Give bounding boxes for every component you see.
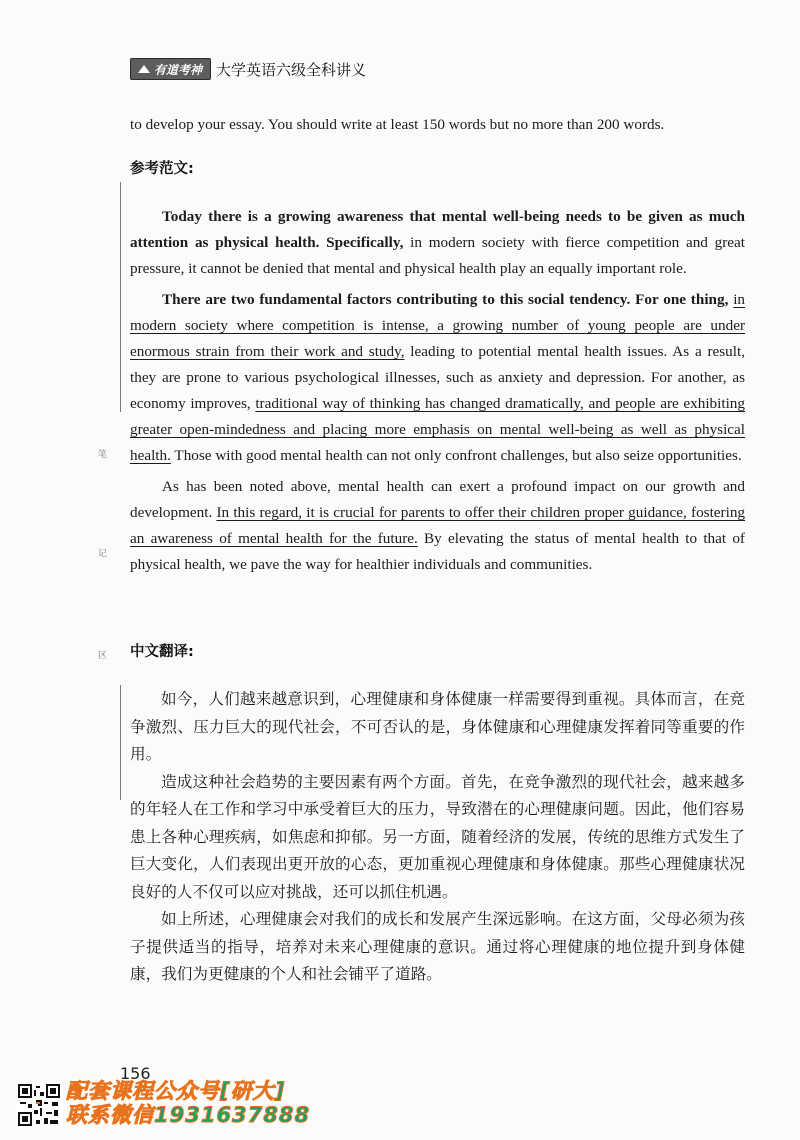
intro-line: to develop your essay. You should write at least 150 words but no more than 200 words.: [130, 116, 665, 133]
essay-p3-start: As has been noted above, mental health can exert a profound impact on our growth and development.: [130, 478, 745, 521]
promo-line-1: 配套课程公众号[研大]: [66, 1079, 286, 1103]
essay-p1-rest: in modern society with fierce competition and great pressure, it cannot be denied that mental and physical health play an equally important role.: [130, 234, 745, 277]
essay-paragraph-1: [130, 204, 745, 282]
side-mark-record: 记: [98, 549, 108, 559]
essay-p3-end: By elevating the status of mental health to that of physical health, we pave the way for healthier individuals and communities.: [130, 530, 745, 573]
essay-p2-end: Those with good mental health can not only confront challenges, but also seize opportunities.: [170, 447, 742, 464]
page-header: [130, 56, 366, 82]
essay-p2-middle: leading to potential mental health issues. As a result, they are prone to various psychological illnesses, such as anxiety and depression. For another, as economy improves,: [130, 343, 745, 412]
page-number: 156: [120, 1064, 151, 1083]
translation-paragraph-2: 造成这种社会趋势的主要因素有两个方面。首先，在竞争激烈的现代社会，越来越多的年轻人在工作和学习中承受着巨大的压力，导致潜在的心理健康问题。因此，他们容易患上各种心理疾病，如焦虑和抑郁。另一方面，随着经济的发展，传统的思维方式发生了巨大变化，人们表现出更开放的心态，更加重视心理健康和身体健康。那些心理健康状况良好的人不仅可以应对挑战，还可以抓住机遇。: [130, 772, 745, 901]
model-essay: [130, 204, 745, 578]
margin-line-bottom: [120, 685, 121, 800]
logo-mark-icon: [137, 63, 151, 75]
essay-p3-underline: In this regard, it is crucial for parents to offer their children proper guidance, fostering an awareness of mental health for the future.: [130, 504, 746, 547]
side-mark-note: 笔: [98, 450, 108, 460]
essay-p2-underline-1: in modern society where competition is intense, a growing number of young people are under enormous strain from their work and study,: [130, 291, 746, 360]
brand-logo: [130, 58, 211, 80]
translation-title: 中文翻译:: [130, 644, 194, 660]
essay-paragraph-3: [130, 474, 745, 578]
margin-line-top: [120, 182, 121, 412]
translation-paragraph-1: 如今，人们越来越意识到，心理健康和身体健康一样需要得到重视。具体而言，在竞争激烈、压力巨大的现代社会，不可否认的是，身体健康和心理健康发挥着同等重要的作用。: [130, 690, 745, 763]
translation-paragraph-3: 如上所述，心理健康会对我们的成长和发展产生深远影响。在这方面，父母必须为孩子提供适当的指导，培养对未来心理健康的意识。通过将心理健康的地位提升到身体健康，我们为更健康的个人和社会铺平了道路。: [130, 910, 745, 983]
essay-p1-bold: Today there is a growing awareness that mental well-being needs to be given as much attention as physical health. Specifically,: [130, 208, 745, 251]
essay-p2-bold: There are two fundamental factors contributing to this social tendency. For one thing,: [162, 291, 729, 308]
intro-text: [130, 112, 745, 138]
logo-text: 有道考神: [154, 62, 203, 77]
promo-banner: [66, 1079, 310, 1127]
book-title: 大学英语六级全科讲义: [216, 60, 367, 79]
promo-line-2: 联系微信1931637888: [66, 1103, 311, 1127]
translation-body: [130, 686, 745, 989]
side-mark-area: 区: [98, 651, 108, 661]
essay-p2-underline-2: traditional way of thinking has changed dramatically, and people are exhibiting greater open-mindedness and placing more emphasis on mental well-being as well as physical health.: [130, 395, 745, 464]
model-essay-title: 参考范文:: [130, 161, 194, 177]
essay-paragraph-2: [130, 287, 745, 469]
qr-code-icon: [16, 1082, 62, 1128]
